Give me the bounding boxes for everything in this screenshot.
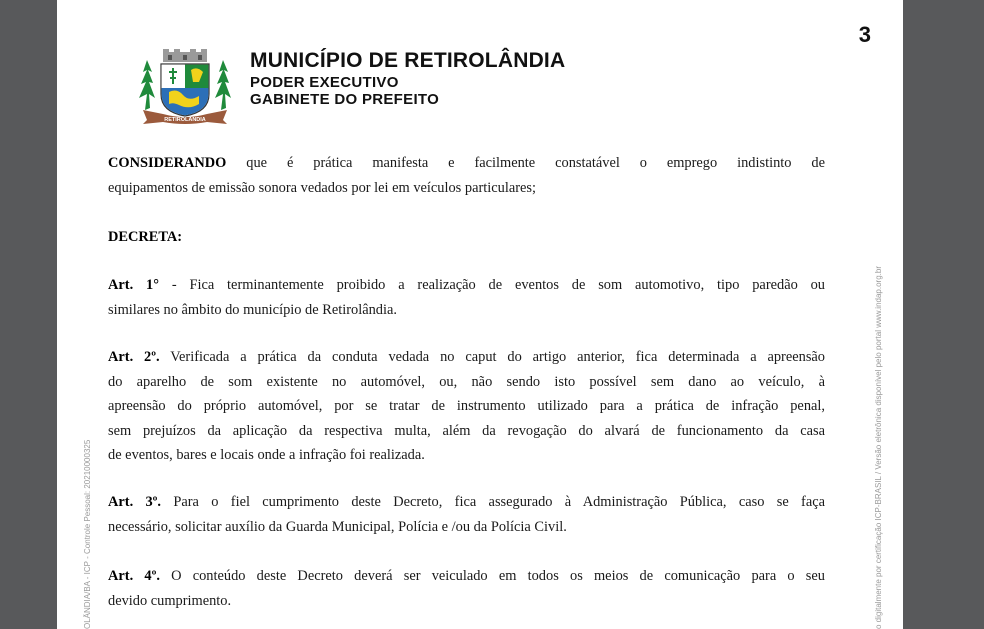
- considerando-keyword: CONSIDERANDO: [108, 155, 227, 171]
- article-2-line-2: do aparelho de som existente no automóvel, ou, não sendo isto possível sem dano ao veículo, à: [108, 373, 825, 390]
- article-4-label: Art. 4º.: [108, 568, 160, 584]
- considerando-line-1: que é prática manifesta e facilmente constatável o emprego indistinto de: [246, 155, 825, 171]
- article-2-line-5: de eventos, bares e locais onde a infração foi realizada.: [108, 447, 425, 463]
- letterhead: [250, 48, 565, 108]
- article-3: [108, 490, 825, 539]
- article-3-line-1: Para o fiel cumprimento deste Decreto, fica assegurado à Administração Pública, caso se faça: [173, 494, 825, 510]
- page-number: 3: [858, 22, 871, 47]
- article-1: [108, 273, 825, 322]
- branch-title: PODER EXECUTIVO: [250, 74, 399, 91]
- article-2-line-1: Verificada a prática da conduta vedada no caput do artigo anterior, fica determinada a apreensão: [170, 349, 826, 365]
- considerando-line-2: equipamentos de emissão sonora vedados por lei em veículos particulares;: [108, 179, 536, 196]
- article-4-line-1: O conteúdo deste Decreto deverá ser veiculado em todos os meios de comunicação para o seu: [171, 568, 825, 584]
- article-2: [108, 345, 825, 468]
- article-2-label: Art. 2º.: [108, 349, 160, 365]
- article-4-line-2: devido cumprimento.: [108, 592, 232, 609]
- control-margin-note: OLÂNDIA/BA - ICP - Controle Pessoal: 20210000325: [83, 439, 92, 629]
- article-4: [108, 564, 825, 613]
- article-1-line-2: similares no âmbito do município de Retirolândia.: [108, 301, 397, 318]
- article-2-line-4: sem prejuízos da aplicação da respectiva multa, além da revogação do alvará de funcionamento da casa: [108, 422, 825, 439]
- article-1-label: Art. 1°: [108, 277, 159, 293]
- considerando-paragraph: [108, 151, 825, 200]
- decreta-label: DECRETA:: [108, 229, 183, 245]
- article-3-line-2: necessário, solicitar auxílio da Guarda Municipal, Polícia e /ou da Polícia Civil.: [108, 518, 567, 535]
- logo-banner-text: RETIROLÂNDIA: [164, 117, 206, 123]
- office-title: GABINETE DO PREFEITO: [250, 91, 440, 108]
- municipality-title: MUNICÍPIO DE RETIROLÂNDIA: [250, 49, 566, 72]
- certification-margin-note: o digitalmente por certificação ICP-BRASIL / Versão eletrônica disponível pelo portal www.indap.org.br: [874, 265, 883, 629]
- article-3-label: Art. 3º.: [108, 494, 162, 510]
- decreta-heading: [108, 225, 825, 250]
- article-2-line-3: apreensão do próprio automóvel, por se tratar de instrumento utilizado para a prática de infração penal,: [108, 398, 825, 414]
- municipal-coat-of-arms-icon: [133, 48, 237, 126]
- article-1-line-1: - Fica terminantemente proibido a realização de eventos de som automotivo, tipo paredão ou: [171, 277, 825, 293]
- document-page: [57, 0, 903, 629]
